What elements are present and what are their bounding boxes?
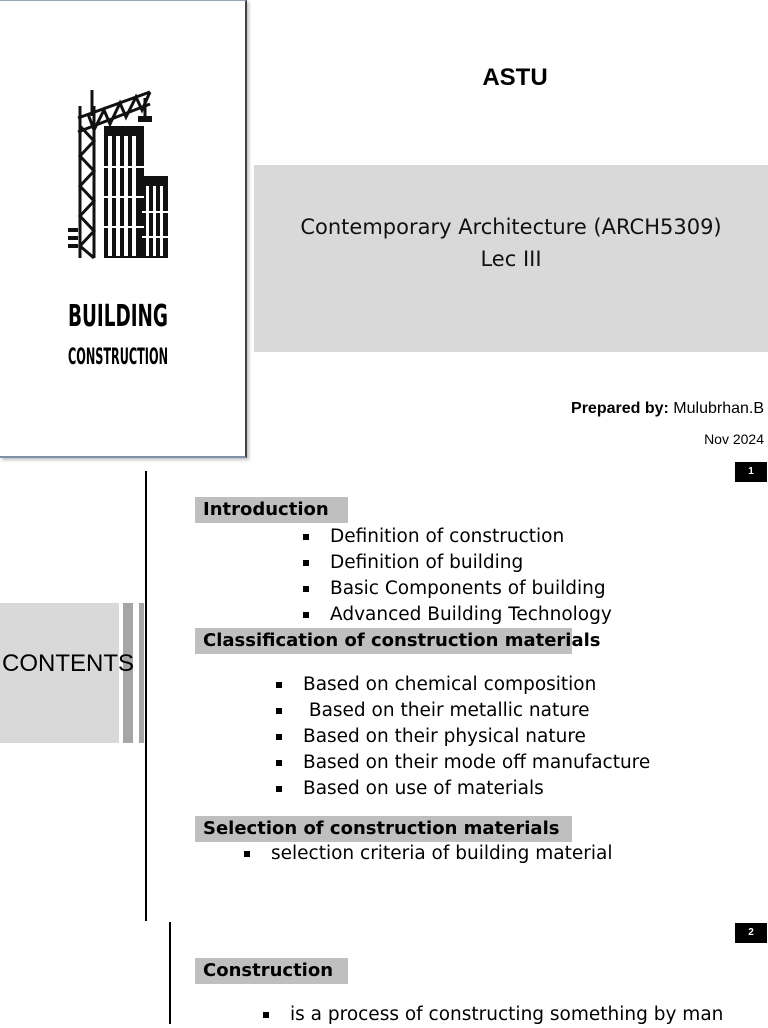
presentation-date: Nov 2024 <box>704 431 764 447</box>
section-heading-construction: Construction <box>195 958 348 984</box>
classification-list <box>276 672 650 802</box>
list-item: Basic Components of building <box>303 576 612 602</box>
construction-list <box>263 1002 723 1028</box>
page-number-2: 2 <box>735 923 767 943</box>
list-item: Based on their mode off manufacture <box>276 750 650 776</box>
section-heading-introduction: Introduction <box>195 497 348 523</box>
list-item: Advanced Building Technology <box>303 602 612 628</box>
accent-bar-2 <box>139 603 144 743</box>
lecture-number: Lec III <box>480 247 542 271</box>
list-item: Based on use of materials <box>276 776 650 802</box>
prepared-by-label: Prepared by: <box>571 400 669 417</box>
logo-word-construction: CONSTRUCTION <box>68 345 168 370</box>
divider-line <box>145 471 147 921</box>
prepared-by-name: Mulubrhan.B <box>673 400 764 417</box>
section-heading-selection: Selection of construction materials <box>195 816 572 842</box>
list-item: Based on their metallic nature <box>276 698 650 724</box>
list-item: is a process of constructing something by man <box>263 1002 723 1028</box>
introduction-list <box>303 524 612 628</box>
contents-title: CONTENTS <box>2 650 134 677</box>
list-item: Definition of construction <box>303 524 612 550</box>
selection-list <box>244 841 612 867</box>
list-item: selection criteria of building material <box>244 841 612 867</box>
page-number-1: 1 <box>735 462 767 482</box>
section-heading-classification: Classification of construction materials <box>195 628 572 654</box>
prepared-by <box>571 400 764 418</box>
crane-hook-icon <box>138 116 152 122</box>
building-crane-logo <box>58 86 178 376</box>
list-item: Based on chemical composition <box>276 672 650 698</box>
list-item: Definition of building <box>303 550 612 576</box>
building-icon <box>104 126 168 258</box>
list-item: Based on their physical nature <box>276 724 650 750</box>
divider-line-slide3 <box>169 922 171 1024</box>
course-title: Contemporary Architecture (ARCH5309) <box>300 215 722 239</box>
logo-word-building: BUILDING <box>68 299 168 334</box>
institution-name: ASTU <box>482 64 548 91</box>
